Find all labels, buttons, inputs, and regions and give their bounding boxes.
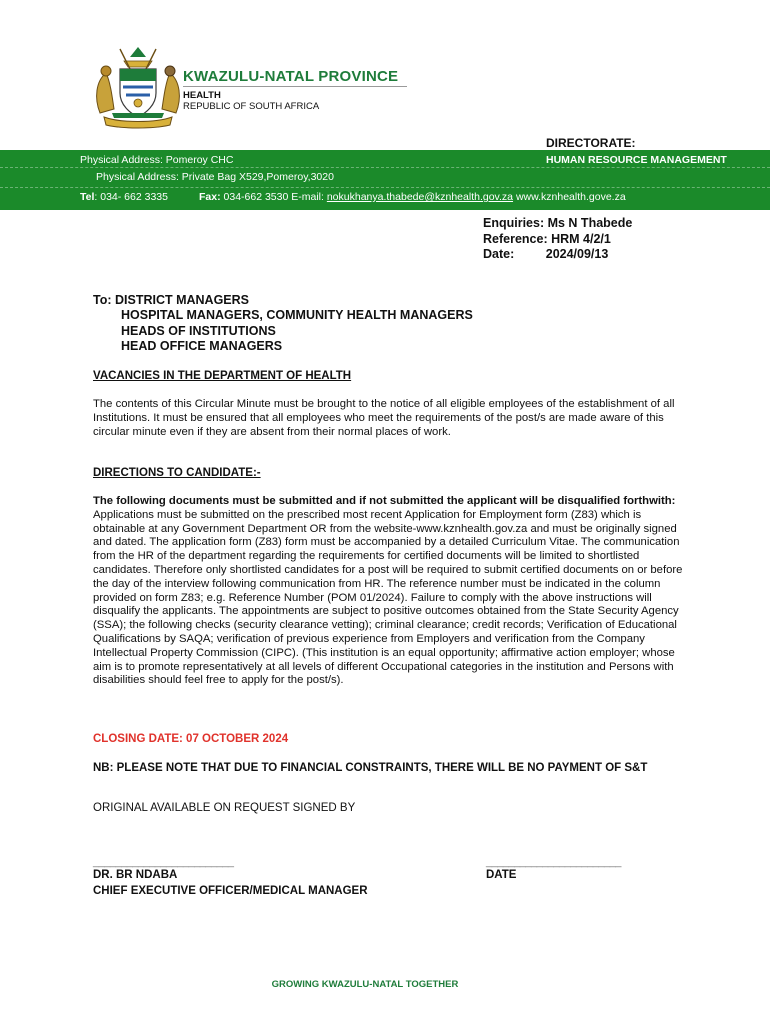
org-name: KWAZULU-NATAL PROVINCE <box>183 68 399 85</box>
website-link[interactable]: www.kznhealth.gove.za <box>515 191 626 203</box>
fax-email-line <box>199 191 626 203</box>
signatory-name: DR. BR NDABA <box>93 869 178 881</box>
tel-label: Tel <box>80 191 95 203</box>
enquiries: Enquiries: Ms N Thabede <box>483 216 633 230</box>
directions-bold-lead: The following documents must be submitted and if not submitted the applicant will be disqualified forthwith: <box>93 495 676 507</box>
footer-slogan: GROWING KWAZULU-NATAL TOGETHER <box>271 979 459 990</box>
directions-paragraph <box>93 495 683 688</box>
org-department: HEALTH <box>183 90 221 101</box>
directorate-label: DIRECTORATE: <box>546 136 636 150</box>
letter-date <box>483 247 608 261</box>
tel-value: : 034- 662 3335 <box>94 191 168 203</box>
contact-line <box>80 191 168 203</box>
kzn-coat-of-arms-logo <box>90 43 186 129</box>
directions-heading: DIRECTIONS TO CANDIDATE:- <box>93 467 261 479</box>
signatory-title: CHIEF EXECUTIVE OFFICER/MEDICAL MANAGER <box>93 885 368 897</box>
signature-line: _________________________ <box>93 856 234 868</box>
address-line-2: Physical Address: Private Bag X529,Pomeroy,3020 <box>96 171 334 183</box>
email-label: E-mail: <box>291 191 324 203</box>
addressee-line-4: HEAD OFFICE MANAGERS <box>121 339 283 353</box>
fax-value: 034-662 3530 <box>223 191 289 203</box>
org-country: REPUBLIC OF SOUTH AFRICA <box>183 101 320 112</box>
directorate-name: HUMAN RESOURCE MANAGEMENT <box>546 154 727 166</box>
band-divider <box>0 167 770 168</box>
date-signature-label: DATE <box>486 869 517 881</box>
addressee-line-3: HEADS OF INSTITUTIONS <box>121 324 276 338</box>
addressee-line-2: HOSPITAL MANAGERS, COMMUNITY HEALTH MANAGERS <box>121 308 473 322</box>
band-divider <box>0 187 770 188</box>
date-signature-line: ________________________ <box>486 856 621 868</box>
address-line-1: Physical Address: Pomeroy CHC <box>80 154 234 166</box>
date-label: Date: <box>483 247 515 261</box>
fax-label: Fax: <box>199 191 221 203</box>
nb-notice: NB: PLEASE NOTE THAT DUE TO FINANCIAL CONSTRAINTS, THERE WILL BE NO PAYMENT OF S&T <box>93 762 648 774</box>
contact-band <box>0 150 770 210</box>
reference-number: Reference: HRM 4/2/1 <box>483 232 611 246</box>
addressee-line-1: To: DISTRICT MANAGERS <box>93 293 250 307</box>
header-divider <box>183 86 407 87</box>
vacancies-heading: VACANCIES IN THE DEPARTMENT OF HEALTH <box>93 370 352 382</box>
original-available-note: ORIGINAL AVAILABLE ON REQUEST SIGNED BY <box>93 802 356 814</box>
email-link[interactable]: nokukhanya.thabede@kznhealth.gov.za <box>326 191 514 203</box>
directions-text: Applications must be submitted on the prescribed most recent Application for Employment form (Z83) which is obtainable at any Government Department OR from the website-www.kznhealth.gov.za and must be originally signed and dated. The application form (Z83) form must be accompanied by a detailed Curriculum Vitae. The communication from the HR of the department regarding the requirements for certified documents will be limited to shortlisted candidates. Therefore only shortlisted candidates for a post will be required to submit certified documents on or before the day of the interview following communication from HR. The reference number must be indicated in the column provided on form Z83; e.g. Reference Number (POM 01/2024). Failure to comply with the above instructions will disqualify the applicants. The appointments are subject to positive outcomes obtained from the State Security Agency (SSA); the following checks (security clearance vetting); criminal clearance; credit records; Verification of Educational Qualifications by SAQA; verification of previous experience from Employers and verification from the Company Intellectual Property Commission (CIPC). (This institution is an equal opportunity; affirmative action employer; whose aim is to promote representatively at all levels of different Occupational categories in the institution and Persons with disabilities should feel free to apply for the post/s). <box>93 508 683 687</box>
intro-paragraph: The contents of this Circular Minute must be brought to the notice of all eligible employees of the establishment of all Institutions. It must be ensured that all employees who meet the requirements of the post/s are made aware of this circular minute even if they are absent from their normal places of work. <box>93 398 675 438</box>
date-value: 2024/09/13 <box>545 247 609 261</box>
closing-date: CLOSING DATE: 07 OCTOBER 2024 <box>93 733 289 745</box>
